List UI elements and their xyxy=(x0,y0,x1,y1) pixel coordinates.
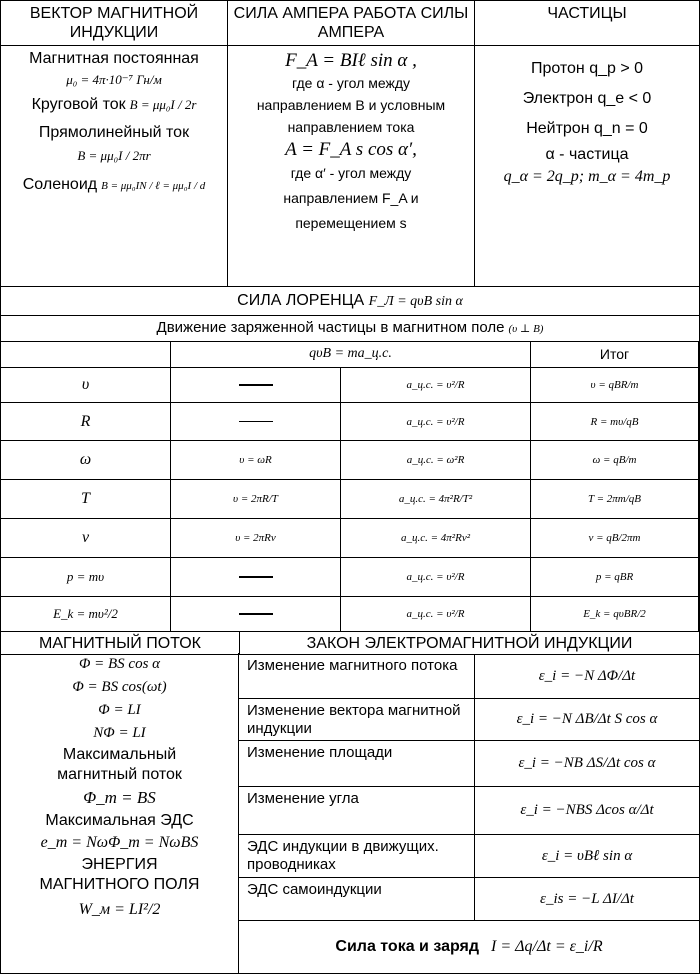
induction-row-formula: ε_i = −NB ΔS/Δt cos α xyxy=(518,755,656,771)
motion-row-quantity-text: ω xyxy=(79,451,92,468)
motion-row-quantity-text: R xyxy=(80,412,91,430)
max-emf-formula: e_m = NωΦ_m = NωBS xyxy=(40,834,199,851)
induction-row-label: Изменение угла xyxy=(239,787,475,834)
motion-row-result xyxy=(531,597,699,632)
motion-row-relation xyxy=(171,558,341,597)
work-note-2: направлением F_A и xyxy=(283,190,419,206)
motion-row-quantity xyxy=(1,558,171,597)
vector-body xyxy=(0,45,228,287)
motion-row-quantity-text: E_k = mυ²/2 xyxy=(53,606,118,621)
motion-header xyxy=(0,315,700,342)
motion-row-quantity xyxy=(1,403,171,441)
constant-formula: μ₀ = 4π·10⁻⁷ Гн/м xyxy=(66,72,162,87)
flux-body xyxy=(1,653,239,973)
motion-row-relation xyxy=(171,480,341,519)
motion-title: Движение заряженной частицы в магнитном поле xyxy=(156,319,505,336)
induction-row xyxy=(239,787,699,835)
motion-row-quantity xyxy=(1,480,171,519)
induction-row-label: Изменение вектора магнитной индукции xyxy=(239,699,475,740)
induction-row xyxy=(239,835,699,878)
empty-dash xyxy=(239,576,273,578)
ampere-note-2: направлением B и условным xyxy=(256,97,446,113)
induction-row-formula: ε_i = υBℓ sin α xyxy=(541,847,633,864)
flux-formula-4: NΦ = LI xyxy=(93,725,146,741)
induction-header-text: ЗАКОН ЭЛЕКТРОМАГНИТНОЙ ИНДУКЦИИ xyxy=(306,635,633,652)
induction-header xyxy=(239,631,700,655)
ampere-note-3: направлением тока xyxy=(287,119,415,135)
straight-label: Прямолинейный ток xyxy=(38,124,190,141)
induction-row-label: ЭДС индукции в движущих. проводниках xyxy=(239,835,475,877)
motion-row-result-text: ν = qB/2πm xyxy=(588,532,641,544)
motion-row-quantity xyxy=(1,368,171,403)
motion-row-relation xyxy=(171,368,341,403)
motion-row-result xyxy=(531,519,699,558)
ampere-header xyxy=(227,0,475,46)
motion-row-acceleration-text: a_ц.с. = υ²/R xyxy=(406,415,465,428)
ampere-note-1: где α - угол между xyxy=(292,75,410,91)
straight-formula: B = μμ₀I / 2πr xyxy=(77,148,151,163)
motion-row-acceleration xyxy=(341,403,531,441)
ampere-formula: F_A = BIℓ sin α , xyxy=(285,50,417,71)
motion-row-acceleration-text: a_ц.с. = 4π²Rν² xyxy=(400,532,470,544)
max-emf-label: Максимальная ЭДС xyxy=(45,812,194,829)
motion-row-acceleration-text: a_ц.с. = 4π²R/T² xyxy=(398,493,473,505)
motion-row-quantity-text: T xyxy=(81,490,90,507)
vector-header-text: ВЕКТОР МАГНИТНОЙ ИНДУКЦИИ xyxy=(29,5,199,41)
max-flux-label: Максимальный магнитный поток xyxy=(57,746,182,783)
proton-line: Протон q_p > 0 xyxy=(530,60,644,77)
motion-row-acceleration xyxy=(341,368,531,403)
induction-row xyxy=(239,741,699,787)
induction-row-formula: ε_is = −L ΔI/Δt xyxy=(540,890,634,907)
work-formula: A = F_A s cos α′, xyxy=(285,139,417,160)
particles-header xyxy=(474,0,700,46)
motion-row-quantity-text: υ xyxy=(81,376,90,393)
empty-dash xyxy=(239,384,273,386)
motion-row-result-text: R = mυ/qB xyxy=(590,415,639,428)
motion-row-acceleration xyxy=(341,597,531,632)
motion-row-acceleration-text: a_ц.с. = υ²/R xyxy=(406,608,465,620)
electron-line: Электрон q_e < 0 xyxy=(522,90,652,107)
induction-row-formula: ε_i = −N ΔB/Δt S cos α xyxy=(516,711,658,727)
induction-row-label: Изменение площади xyxy=(239,741,475,786)
induction-row xyxy=(239,654,699,699)
max-flux-formula: Φ_m = BS xyxy=(83,788,156,807)
motion-row-acceleration xyxy=(341,441,531,480)
motion-row-acceleration-text: a_ц.с. = υ²/R xyxy=(406,571,465,583)
current-row xyxy=(239,921,699,973)
constant-label: Магнитная постоянная xyxy=(29,50,199,67)
motion-col-quantity xyxy=(1,341,171,368)
circular-formula: B = μμ₀I / 2r xyxy=(129,97,197,112)
motion-row-relation xyxy=(171,519,341,558)
induction-row-label: ЭДС самоиндукции xyxy=(239,878,475,920)
lorentz-header xyxy=(0,286,700,316)
motion-row-relation-text: υ = ωR xyxy=(239,454,272,466)
motion-col-formula xyxy=(171,341,531,368)
induction-row xyxy=(239,699,699,741)
motion-row-result-text: E_k = qυBR/2 xyxy=(583,608,646,620)
energy-formula: W_м = LI²/2 xyxy=(78,901,161,918)
lorentz-formula: F_Л = qυB sin α xyxy=(368,294,463,309)
motion-row-result xyxy=(531,441,699,480)
energy-label: ЭНЕРГИЯ МАГНИТНОГО ПОЛЯ xyxy=(39,856,200,893)
empty-dash xyxy=(239,421,273,423)
motion-row-quantity xyxy=(1,519,171,558)
motion-row-acceleration xyxy=(341,558,531,597)
flux-formula-1: Φ = BS cos α xyxy=(78,656,161,672)
motion-row-relation-text: υ = 2πRν xyxy=(235,532,276,544)
induction-row-formula: ε_i = −NBS Δcos α/Δt xyxy=(520,802,654,818)
motion-row-result-text: T = 2πm/qB xyxy=(587,493,642,505)
motion-row-result-text: υ = qBR/m xyxy=(590,379,639,391)
motion-row-acceleration-text: a_ц.с. = υ²/R xyxy=(406,379,465,391)
vector-header xyxy=(0,0,228,46)
motion-row-result-text: ω = qB/m xyxy=(592,454,637,466)
motion-row-result xyxy=(531,480,699,519)
work-note-1: где α′ - угол между xyxy=(290,165,412,181)
induction-row-label: Изменение магнитного потока xyxy=(239,654,475,698)
motion-row-quantity xyxy=(1,441,171,480)
motion-row-acceleration xyxy=(341,480,531,519)
motion-row-relation xyxy=(171,403,341,441)
alpha-line: α - частица xyxy=(545,146,629,163)
lorentz-title: СИЛА ЛОРЕНЦА xyxy=(237,292,365,309)
motion-col-result xyxy=(531,341,699,368)
empty-dash xyxy=(239,613,273,615)
current-label: Сила тока и заряд xyxy=(335,938,480,955)
motion-row-quantity-text: ν xyxy=(81,529,90,546)
motion-row-result xyxy=(531,403,699,441)
motion-row-relation xyxy=(171,597,341,632)
flux-formula-3: Φ = LI xyxy=(98,702,141,718)
solenoid-formula: B = μμ₀IN / ℓ = μμ₀I / d xyxy=(101,180,206,192)
motion-row-result xyxy=(531,368,699,403)
motion-col-result-text: Итог xyxy=(599,346,630,362)
current-formula: I = Δq/Δt = ε_i/R xyxy=(491,938,603,955)
motion-col-formula-text: qυB = ma_ц.с. xyxy=(309,346,392,361)
alpha-formula: q_α = 2q_p; m_α = 4m_p xyxy=(503,168,671,185)
motion-row-result-text: p = qBR xyxy=(595,571,634,583)
ampere-body xyxy=(227,45,475,287)
induction-row xyxy=(239,878,699,921)
motion-row-acceleration-text: a_ц.с. = ω²R xyxy=(406,454,465,466)
motion-row-result xyxy=(531,558,699,597)
motion-row-acceleration xyxy=(341,519,531,558)
neutron-line: Нейтрон q_n = 0 xyxy=(526,120,648,137)
flux-header xyxy=(0,631,240,655)
particles-header-text: ЧАСТИЦЫ xyxy=(547,5,627,22)
ampere-header-text: СИЛА АМПЕРА РАБОТА СИЛЫ АМПЕРА xyxy=(233,5,469,41)
motion-table xyxy=(1,341,699,632)
flux-formula-2: Φ = BS cos(ωt) xyxy=(72,679,167,695)
motion-row-relation-text: υ = 2πR/T xyxy=(233,493,278,505)
motion-condition: (υ ⊥ B) xyxy=(508,323,544,335)
motion-row-quantity xyxy=(1,597,171,632)
motion-row-relation xyxy=(171,441,341,480)
flux-header-text: МАГНИТНЫЙ ПОТОК xyxy=(39,635,201,652)
work-note-3: перемещением s xyxy=(295,215,407,231)
particles-body xyxy=(474,45,700,287)
induction-row-formula: ε_i = −N ΔΦ/Δt xyxy=(538,667,636,684)
circular-label: Круговой ток xyxy=(31,96,126,113)
solenoid-label: Соленоид xyxy=(22,176,98,193)
motion-row-quantity-text: p = mυ xyxy=(66,569,105,584)
